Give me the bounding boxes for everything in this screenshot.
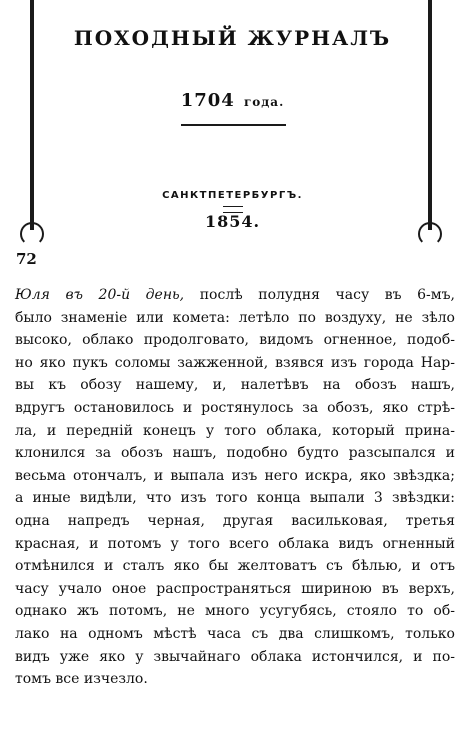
body-text xyxy=(15,284,455,691)
year: 1704 xyxy=(180,90,235,111)
text-line: но яко пукъ соломы зажженной, взявся изъ города Нар- xyxy=(15,354,455,371)
date-lead: Юля въ 20-й день, xyxy=(15,287,185,303)
text-line: отмѣнился и сталъ яко бы желтоватъ съ бѣлью, и отъ xyxy=(15,558,455,575)
publication-year: 1854. xyxy=(204,212,261,231)
year-suffix: года. xyxy=(243,95,285,109)
text-line: часу учало оное распространяться шириною въ верхъ, xyxy=(15,580,455,597)
text-line: красная, и потомъ у того всего облака видъ огненный xyxy=(15,535,455,552)
text-line: лако на одномъ мѣстѣ часа съ два слишкомъ, только xyxy=(15,625,455,642)
text-line: высоко, облако продолговато, видомъ огненное, подоб- xyxy=(15,332,455,349)
text-line: было знаменіе или комета: летѣло по воздуху, не зѣло xyxy=(15,309,455,326)
text-line: одна напредъ черная, другая васильковая, третья xyxy=(15,512,455,529)
page-number: 72 xyxy=(16,250,37,268)
year-line xyxy=(0,90,465,111)
text-line: клонился за обозъ нашъ, подобно будто разсыпался и xyxy=(15,445,455,462)
text-line: ла, и передній конецъ у того облака, который прина- xyxy=(15,422,455,439)
text-line: вы къ обозу нашему, и, налетѣвъ на обозъ нашъ, xyxy=(15,377,455,394)
text-line: весьма отончалъ, и выпала изъ него искра, яко звѣздка; xyxy=(15,467,455,484)
text-line: видъ уже яко у звычайнаго облака истончился, и по- xyxy=(15,648,455,665)
title-divider xyxy=(181,124,286,126)
text-line: однако жъ потомъ, не много усугубясь, стояло то об- xyxy=(15,603,455,620)
text-line: а иные видѣли, что изъ того конца выпали 3 звѣздки: xyxy=(15,490,455,507)
book-title: ПОХОДНЫЙ ЖУРНАЛЪ xyxy=(73,26,392,50)
text-line: Юля въ 20-й день, послѣ полудня часу въ 6-мъ, xyxy=(15,287,456,303)
publication-city: САНКТПЕТЕРБУРГЪ. xyxy=(162,190,303,201)
text-line: томъ все изчезло. xyxy=(15,671,148,688)
text-line: вдругъ остановилось и ростянулось за обозъ, яко стрѣ- xyxy=(15,399,455,416)
